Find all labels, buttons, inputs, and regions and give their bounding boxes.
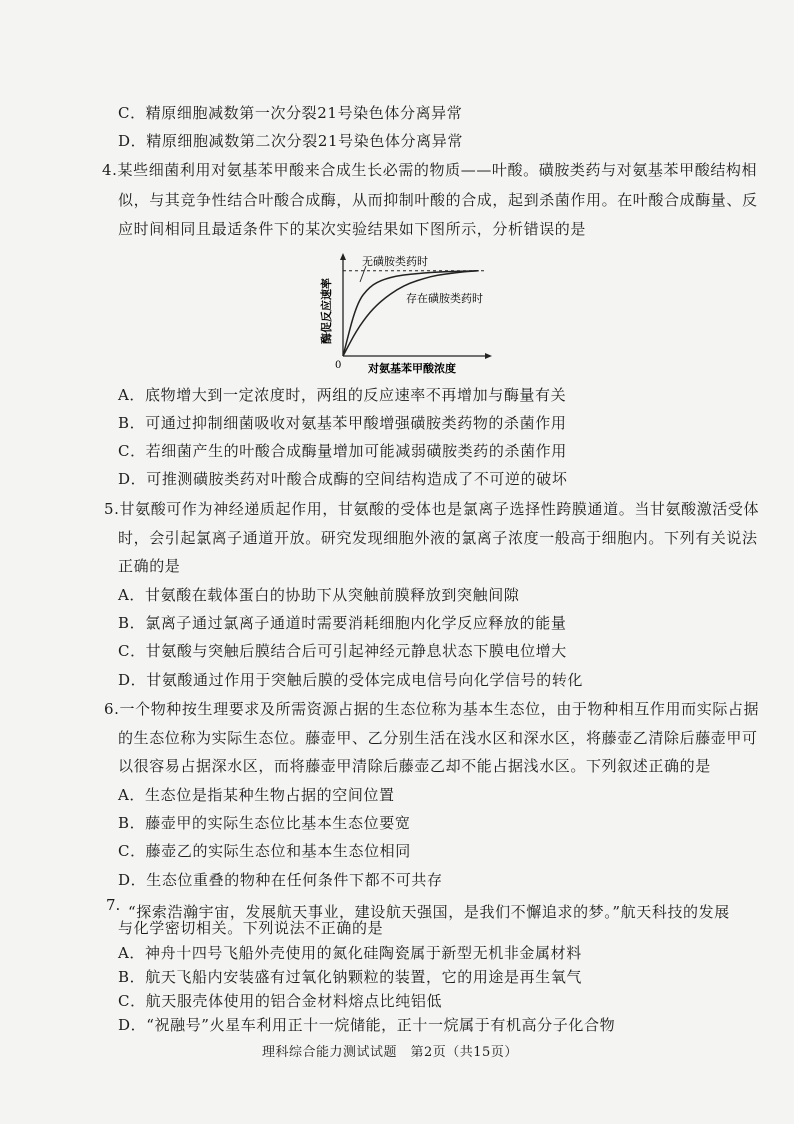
q4-option-c: C．若细菌产生的叶酸合成酶量增加可能减弱磺胺类药的杀菌作用 [118, 442, 567, 460]
q4-stem-line-1: 4.某些细菌利用对氨基苯甲酸来合成生长必需的物质——叶酸。磺胺类药与对氨基苯甲酸结构相 [102, 161, 758, 179]
enzyme-rate-chart [318, 252, 498, 376]
origin-label: 0 [335, 360, 342, 371]
q6-option-c: C．藤壶乙的实际生态位和基本生态位相同 [118, 842, 411, 860]
q7-option-c: C．航天服壳体使用的铝合金材料熔点比纯铝低 [118, 992, 443, 1010]
q5-option-b: B．氯离子通过氯离子通道时需要消耗细胞内化学反应释放的能量 [118, 614, 567, 632]
q7-option-a: A．神舟十四号飞船外壳使用的氮化硅陶瓷属于新型无机非金属材料 [118, 944, 582, 962]
q3-option-c: C．精原细胞减数第一次分裂21号染色体分离异常 [118, 104, 463, 122]
q5-stem-line-1: 5.甘氨酸可作为神经递质起作用，甘氨酸的受体也是氯离子选择性跨膜通道。当甘氨酸激活受体 [104, 500, 760, 518]
q6-stem-line-1: 6.一个物种按生理要求及所需资源占据的生态位称为基本生态位，由于物种相互作用而实际占据 [104, 700, 760, 718]
q7-number: 7. [106, 896, 121, 914]
x-axis-label: 对氨基苯甲酸浓度 [368, 362, 456, 375]
q5-option-c: C．甘氨酸与突触后膜结合后可引起神经元静息状态下膜电位增大 [118, 642, 567, 660]
q6-stem-line-3: 以很容易占据深水区，而将藤壶甲清除后藤壶乙却不能占据浅水区。下列叙述正确的是 [118, 757, 711, 775]
y-axis-label: 酶促反应速率 [320, 278, 333, 344]
q4-stem-line-3: 应时间相同且最适条件下的某次实验结果如下图所示，分析错误的是 [118, 220, 587, 238]
q6-option-d: D．生态位重叠的物种在任何条件下都不可共存 [118, 871, 443, 889]
q5-stem-line-3: 正确的是 [118, 557, 181, 575]
q7-option-d: D．“祝融号”火星车利用正十一烷储能，正十一烷属于有机高分子化合物 [118, 1016, 616, 1034]
page-footer: 理科综合能力测试试题 第2页（共15页） [262, 1045, 518, 1060]
q7-stem-line-1: “探索浩瀚宇宙，发展航天事业，建设航天强国，是我们不懈追求的梦。”航天科技的发展 [128, 903, 730, 921]
q5-stem-line-2: 时，会引起氯离子通道开放。研究发现细胞外液的氯离子浓度一般高于细胞内。下列有关说法 [118, 529, 758, 547]
series-label-with-sulfonamide: 存在磺胺类药时 [406, 292, 483, 305]
q4-stem-line-2: 似，与其竞争性结合叶酸合成酶，从而抑制叶酸的合成，起到杀菌作用。在叶酸合成酶量、反 [118, 191, 758, 209]
q4-option-b: B．可通过抑制细菌吸收对氨基苯甲酸增强磺胺类药物的杀菌作用 [118, 414, 567, 432]
series-label-no-sulfonamide: 无磺胺类药时 [362, 255, 428, 268]
q4-option-a: A．底物增大到一定浓度时，两组的反应速率不再增加与酶量有关 [118, 386, 567, 404]
q7-stem-line-2: 与化学密切相关。下列说法不正确的是 [118, 919, 384, 937]
q7-option-b: B．航天飞船内安装盛有过氧化钠颗粒的装置，它的用途是再生氧气 [118, 968, 583, 986]
q5-option-a: A．甘氨酸在载体蛋白的协助下从突触前膜释放到突触间隙 [118, 586, 520, 604]
q6-option-b: B．藤壶甲的实际生态位比基本生态位要宽 [118, 814, 411, 832]
x-axis [343, 353, 492, 359]
leader-line [360, 266, 366, 282]
q4-option-d: D．可推测磺胺类药对叶酸合成酶的空间结构造成了不可逆的破坏 [118, 470, 568, 488]
series-with-sulfonamide [343, 271, 478, 356]
q6-stem-line-2: 的生态位称为实际生态位。藤壶甲、乙分别生活在浅水区和深水区，将藤壶乙清除后藤壶甲可 [118, 729, 758, 747]
q3-option-d: D．精原细胞减数第二次分裂21号染色体分离异常 [118, 132, 463, 150]
y-axis [340, 253, 346, 356]
q6-option-a: A．生态位是指某种生物占据的空间位置 [118, 786, 395, 804]
q5-option-d: D．甘氨酸通过作用于突触后膜的受体完成电信号向化学信号的转化 [118, 671, 584, 689]
